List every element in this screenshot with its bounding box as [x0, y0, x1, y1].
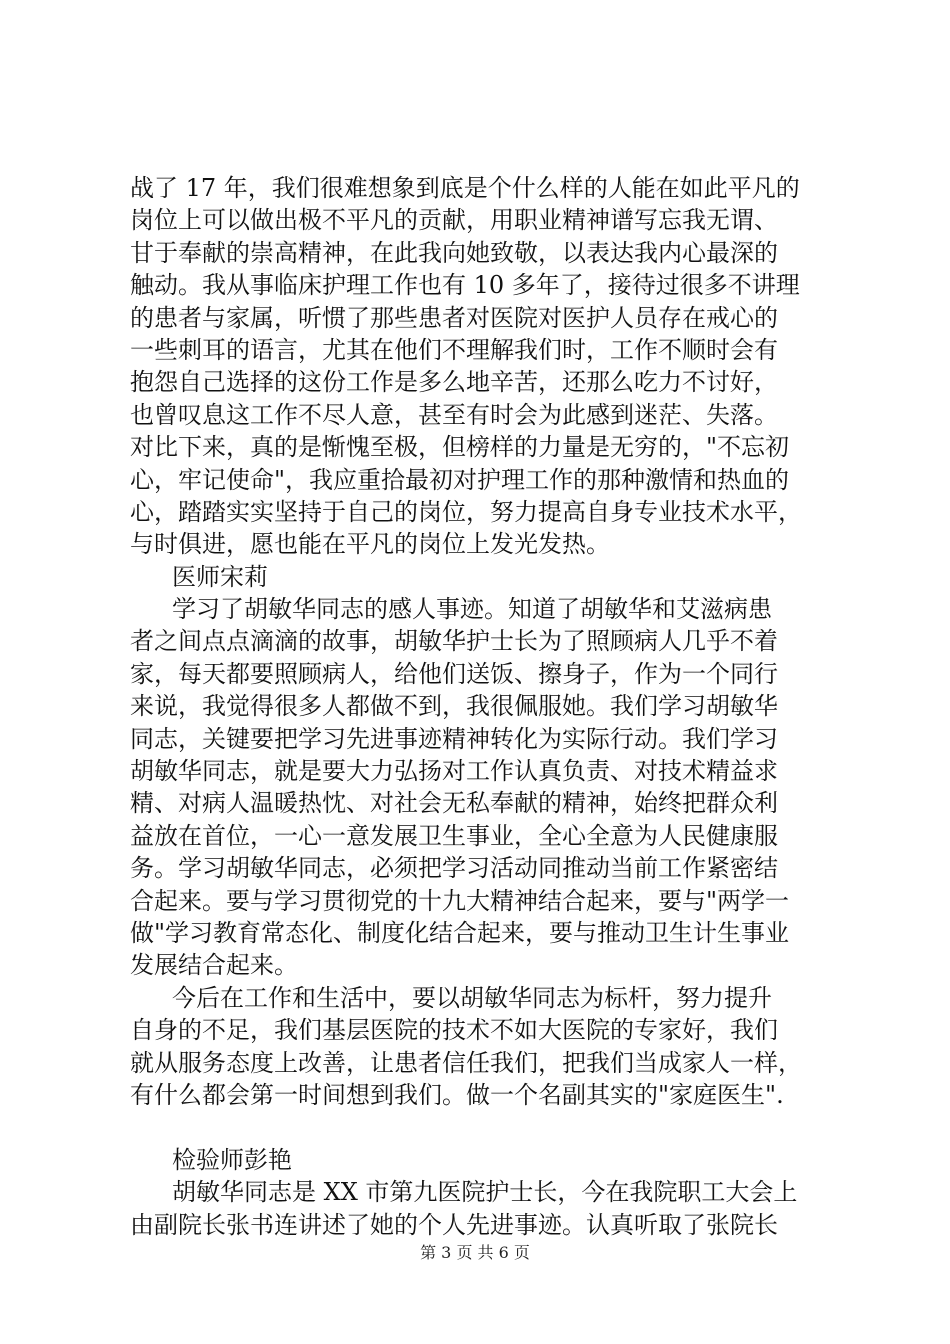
text-line: 精、对病人温暖热忱、对社会无私奉献的精神，始终把群众利 — [130, 789, 778, 818]
page-footer: 第 3 页 共 6 页 — [420, 1243, 530, 1262]
text-line: 做"学习教育常态化、制度化结合起来，要与推动卫生计生事业 — [130, 918, 790, 947]
text-line: 合起来。要与学习贯彻党的十九大精神结合起来，要与"两学一 — [130, 886, 790, 915]
text-line: 发展结合起来。 — [130, 951, 298, 980]
text-line: 就从服务态度上改善，让患者信任我们，把我们当成家人一样， — [130, 1048, 802, 1077]
text-line: 学习了胡敏华同志的感人事迹。知道了胡敏华和艾滋病患 — [172, 595, 772, 624]
text-line: 心，牢记使命"，我应重拾最初对护理工作的那种激情和热血的 — [130, 465, 790, 494]
text-line: 抱怨自己选择的这份工作是多么地辛苦，还那么吃力不讨好， — [130, 368, 778, 397]
text-line: 自身的不足，我们基层医院的技术不如大医院的专家好，我们 — [130, 1016, 778, 1045]
text-line: 同志，关键要把学习先进事迹精神转化为实际行动。我们学习 — [130, 724, 778, 753]
text-line: 的患者与家属，听惯了那些患者对医院对医护人员存在戒心的 — [130, 303, 778, 332]
text-line: 由副院长张书连讲述了她的个人先进事迹。认真听取了张院长 — [130, 1210, 778, 1239]
text-line: 甘于奉献的崇高精神，在此我向她致敬，以表达我内心最深的 — [130, 238, 778, 267]
text-line: 与时俱进，愿也能在平凡的岗位上发光发热。 — [130, 530, 610, 559]
text-line: 心，踏踏实实坚持于自己的岗位，努力提高自身专业技术水平， — [130, 497, 802, 526]
text-line: 触动。我从事临床护理工作也有 10 多年了，接待过很多不讲理 — [130, 271, 800, 300]
text-line: 今后在工作和生活中，要以胡敏华同志为标杆，努力提升 — [172, 983, 772, 1012]
text-line: 也曾叹息这工作不尽人意，甚至有时会为此感到迷茫、失落。 — [130, 400, 778, 429]
text-line: 务。学习胡敏华同志，必须把学习活动同推动当前工作紧密结 — [130, 854, 778, 883]
blank-line — [130, 1111, 830, 1143]
text-line: 战了 17 年，我们很难想象到底是个什么样的人能在如此平凡的 — [130, 174, 800, 202]
text-line: 一些刺耳的语言，尤其在他们不理解我们时，工作不顺时会有 — [130, 335, 778, 364]
text-line: 胡敏华同志是 XX 市第九医院护士长，今在我院职工大会上 — [172, 1178, 798, 1207]
text-line: 者之间点点滴滴的故事，胡敏华护士长为了照顾病人几乎不着 — [130, 627, 778, 656]
text-line: 来说，我觉得很多人都做不到，我很佩服她。我们学习胡敏华 — [130, 692, 778, 721]
text-line: 家，每天都要照顾病人，给他们送饭、擦身子，作为一个同行 — [130, 659, 778, 688]
text-line: 胡敏华同志，就是要大力弘扬对工作认真负责、对技术精益求 — [130, 757, 778, 786]
document-body — [130, 172, 830, 1241]
text-line: 医师宋莉 — [172, 562, 268, 591]
text-line: 岗位上可以做出极不平凡的贡献，用职业精神谱写忘我无谓、 — [130, 206, 778, 235]
text-line: 检验师彭艳 — [172, 1145, 292, 1174]
text-line: 益放在首位，一心一意发展卫生事业，全心全意为人民健康服 — [130, 821, 778, 850]
text-line: 对比下来，真的是惭愧至极，但榜样的力量是无穷的，"不忘初 — [130, 433, 790, 462]
text-line: 有什么都会第一时间想到我们。做一个名副其实的"家庭医生". — [130, 1080, 784, 1109]
